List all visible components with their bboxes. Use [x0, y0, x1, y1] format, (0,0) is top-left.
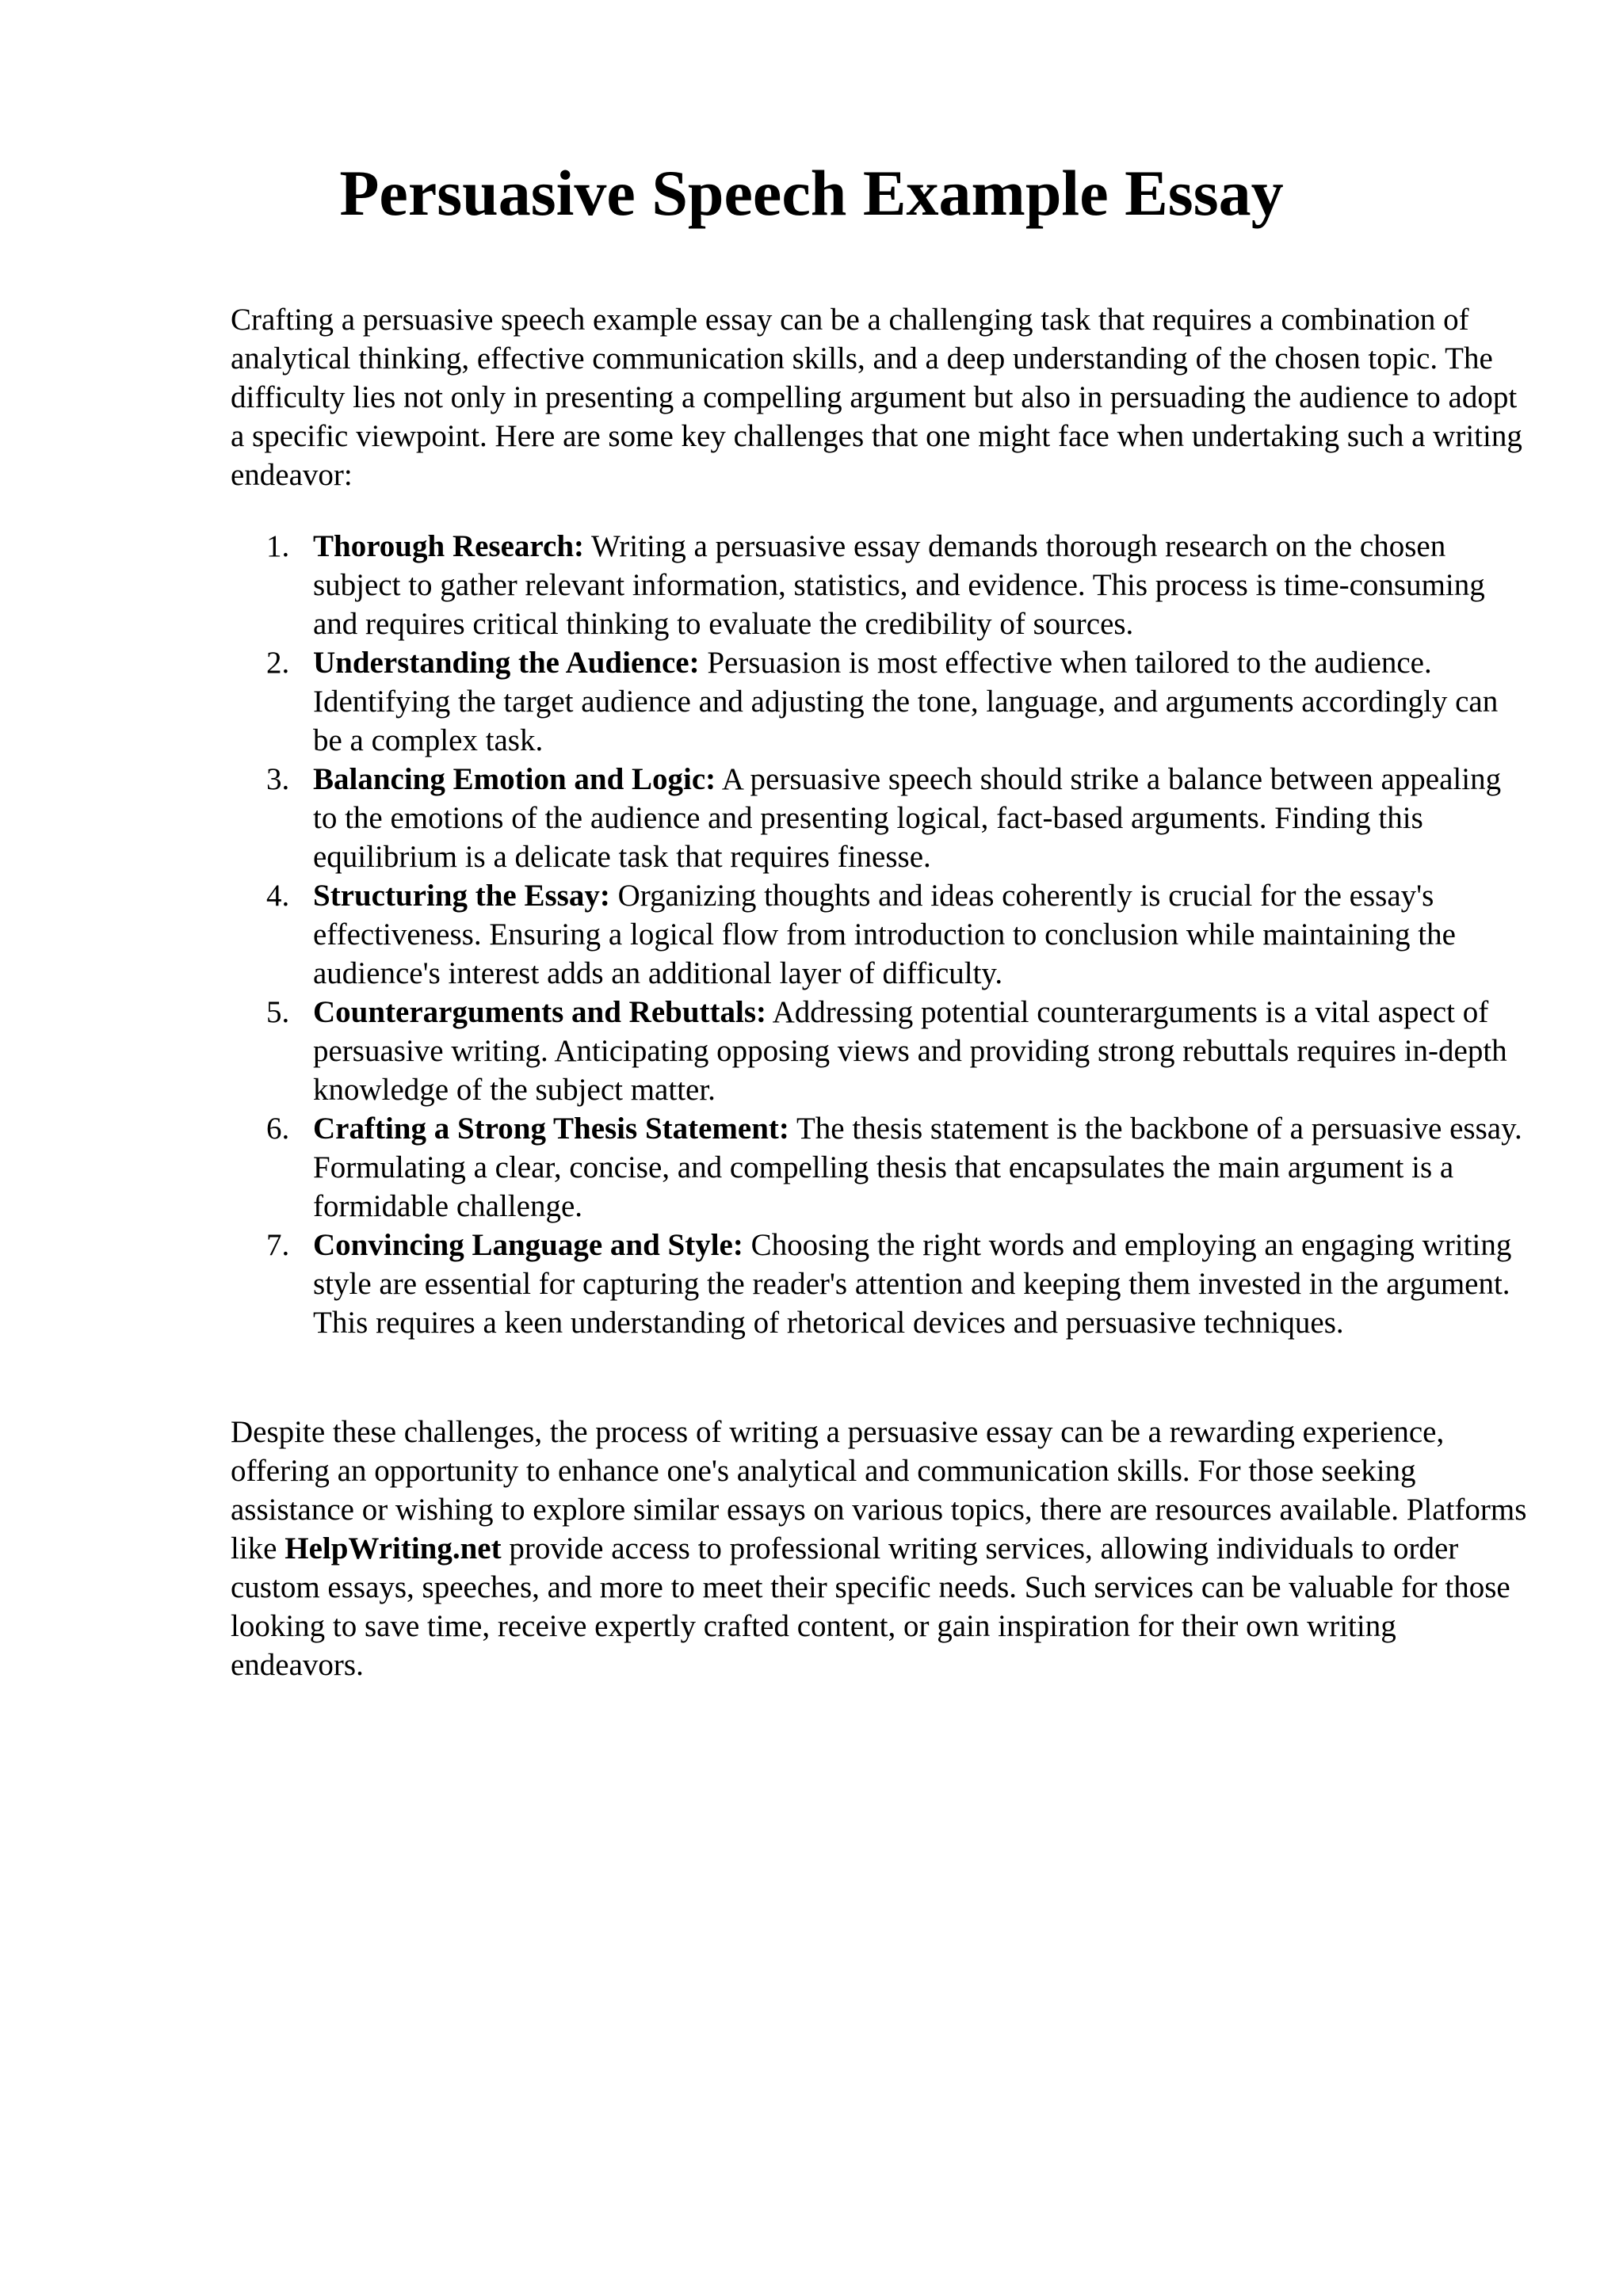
closing-text-start: Despite these challenges, the process of writing a persuasive essay can be a rewarding experience, offering an opportunity to enhance one's analytical and communication skills. For those seeking assistance or wishing to explore similar essays on various topics, there are resources available. Platforms like: [231, 1415, 1527, 1566]
list-item: [231, 760, 1530, 876]
document-title: Persuasive Speech Example Essay: [339, 157, 1284, 229]
list-item: [231, 1226, 1530, 1342]
list-item-text: Writing a persuasive essay demands thorough research on the chosen subject to gather relevant information, statistics, and evidence. This process is time-consuming and requires critical thinking to evaluate the credibility of sources.: [313, 529, 1485, 641]
list-item-heading: Structuring the Essay:: [313, 879, 610, 913]
list-item-heading: Thorough Research:: [313, 529, 584, 563]
list-item: [231, 527, 1530, 643]
list-item-heading: Balancing Emotion and Logic:: [313, 762, 716, 796]
list-item-text: Persuasion is most effective when tailored to the audience. Identifying the target audience and adjusting the tone, language, and arguments accordingly can be a complex task.: [313, 646, 1499, 757]
intro-paragraph: Crafting a persuasive speech example essay can be a challenging task that requires a combination of analytical thinking, effective communication skills, and a deep understanding of the chosen topic. The difficulty lies not only in presenting a compelling argument but also in persuading the audience to adopt a specific viewpoint. Here are some key challenges that one might face when undertaking such a writing endeavor:: [231, 303, 1522, 492]
list-item-heading: Understanding the Audience:: [313, 646, 700, 680]
list-item: [231, 876, 1530, 993]
list-item: [231, 993, 1530, 1109]
list-item-heading: Crafting a Strong Thesis Statement:: [313, 1112, 789, 1146]
list-item-number: 5.: [266, 995, 290, 1029]
list-item-text: Choosing the right words and employing an engaging writing style are essential for capturing the reader's attention and keeping them invested in the argument. This requires a keen understanding of rhetorical devices and persuasive techniques.: [313, 1228, 1512, 1340]
list-item-text: Addressing potential counterarguments is a vital aspect of persuasive writing. Anticipating opposing views and providing strong rebuttals requires in-depth knowledge of the subject matter.: [313, 995, 1507, 1107]
list-item-number: 7.: [266, 1228, 290, 1262]
list-item-number: 4.: [266, 879, 290, 913]
list-item-number: 6.: [266, 1112, 290, 1146]
closing-text-end: provide access to professional writing services, allowing individuals to order custom essays, speeches, and more to meet their specific needs. Such services can be valuable for those looking to save time, receive expertly crafted content, or gain inspiration for their own writing endeavors.: [231, 1531, 1510, 1682]
list-item-number: 2.: [266, 646, 290, 680]
list-item-heading: Counterarguments and Rebuttals:: [313, 995, 767, 1029]
list-item-number: 1.: [266, 529, 290, 563]
list-item-text: The thesis statement is the backbone of a persuasive essay. Formulating a clear, concise, and compelling thesis that encapsulates the main argument is a formidable challenge.: [313, 1112, 1522, 1223]
closing-paragraph: [231, 1413, 1530, 1684]
list-item-heading: Convincing Language and Style:: [313, 1228, 743, 1262]
list-item-text: A persuasive speech should strike a balance between appealing to the emotions of the audience and presenting logical, fact-based arguments. Finding this equilibrium is a delicate task that requires finesse.: [313, 762, 1502, 874]
list-item: [231, 1109, 1530, 1226]
list-item-number: 3.: [266, 762, 290, 796]
list-item: [231, 643, 1530, 760]
brand-name: HelpWriting.net: [285, 1531, 502, 1566]
list-item-text: Organizing thoughts and ideas coherently is crucial for the essay's effectiveness. Ensuring a logical flow from introduction to conclusion while maintaining the audience's interest adds an additional layer of difficulty.: [313, 879, 1456, 990]
challenges-list: [231, 527, 1530, 1342]
